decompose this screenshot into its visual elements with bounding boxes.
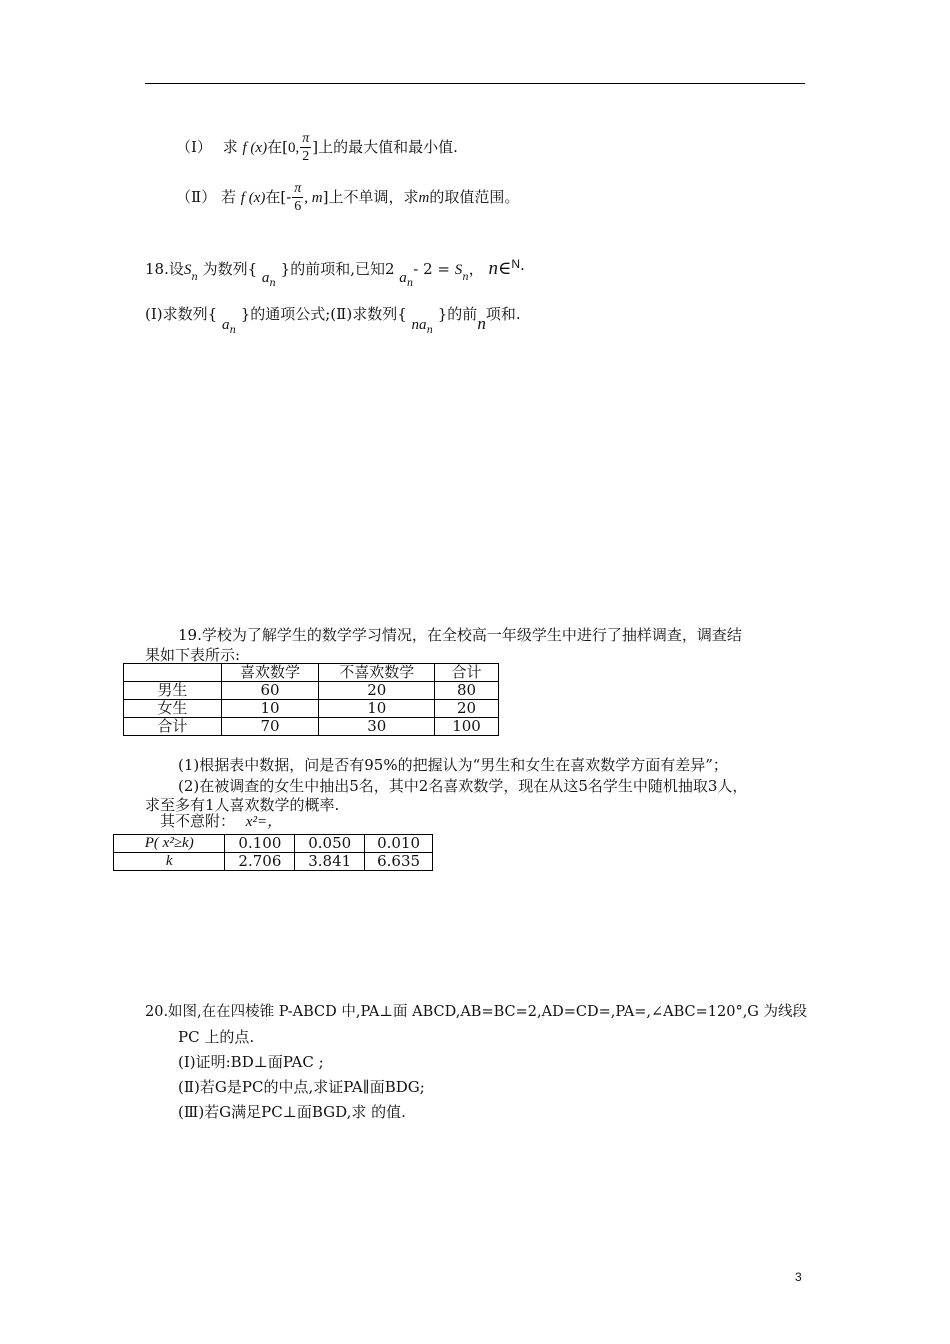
- table-cell: 70: [221, 718, 319, 736]
- table-cell: 30: [319, 718, 435, 736]
- table-cell: [124, 664, 222, 682]
- table-row: [124, 718, 499, 736]
- q19-question2-line2: 求至多有1人喜欢数学的概率.: [145, 796, 340, 814]
- table-cell: 0.010: [365, 835, 433, 853]
- q19-question1: (1)根据表中数据，问是否有95%的把握认为“男生和女生在喜欢数学方面有差异”；: [178, 756, 728, 774]
- table-cell: 20: [435, 700, 499, 718]
- table-row: [124, 700, 499, 718]
- table-cell: 20: [319, 682, 435, 700]
- q17-part2: （Ⅱ） 若 f (x)在[- $\frac{\pi}{6}$ , m]上不单调，求m的取值范围。: [176, 181, 520, 214]
- header-rule: [145, 83, 805, 84]
- survey-table: [123, 663, 499, 736]
- table-cell: 合计: [435, 664, 499, 682]
- table-cell: k: [114, 853, 225, 871]
- q18-line2: (Ⅰ)求数列{ $a_n$ }的通项公式;(Ⅱ)求数列{ $na_n$ }的前n项和.: [145, 305, 521, 336]
- pi-over-6-fraction: $\frac{\pi}{6}$: [294, 181, 302, 214]
- q20-line2: PC 上的点.: [178, 1028, 255, 1046]
- q20-line3: (Ⅰ)证明:BD⊥面PAC ;: [178, 1053, 324, 1071]
- table-cell: 不喜欢数学: [319, 664, 435, 682]
- table-cell: 60: [221, 682, 319, 700]
- table-row: [114, 835, 433, 853]
- pi-over-2-fraction: $\frac{\pi}{2}$: [302, 131, 310, 164]
- q18-line1: 18.设$S_n$ 为数列{ $a_n$ }的前项和,已知2 $a_n-$ $2 = S_n$， n∈$^N$·: [145, 257, 525, 289]
- critical-value-table: [113, 834, 433, 871]
- q19-intro-line2: 果如下表所示:: [145, 646, 241, 664]
- table-cell: 100: [435, 718, 499, 736]
- table-cell: 女生: [124, 700, 222, 718]
- table-cell: 10: [319, 700, 435, 718]
- table-row: [114, 853, 433, 871]
- q17-part1: （Ⅰ） 求 f (x)在[0, $\frac{\pi}{2}$ ]上的最大值和最小值.: [176, 131, 458, 164]
- table-cell: 0.100: [225, 835, 295, 853]
- q19-intro-line1: 19.学校为了解学生的数学学习情况，在全校高一年级学生中进行了抽样调查，调查结: [178, 626, 742, 644]
- table-cell: 喜欢数学: [221, 664, 319, 682]
- page-number: 3: [795, 1270, 802, 1284]
- table-cell: 10: [221, 700, 319, 718]
- table-cell: 合计: [124, 718, 222, 736]
- q20-line5: (Ⅲ)若G满足PC⊥面BGD,求 的值.: [178, 1103, 406, 1121]
- q20-line1: 20.如图,在在四棱锥 P-ABCD 中,PA⊥面 ABCD,AB=BC=2,AD=CD=,PA=,∠ABC=120°,G 为线段: [145, 1004, 808, 1020]
- table-cell: 0.050: [295, 835, 365, 853]
- table-cell: P( x²≥k): [114, 835, 225, 853]
- table-row: [124, 664, 499, 682]
- table-cell: 6.635: [365, 853, 433, 871]
- table-row: [124, 682, 499, 700]
- table-cell: 80: [435, 682, 499, 700]
- table-cell: 男生: [124, 682, 222, 700]
- q20-line4: (Ⅱ)若G是PC的中点,求证PA∥面BDG;: [178, 1078, 425, 1096]
- table-cell: 3.841: [295, 853, 365, 871]
- table-cell: 2.706: [225, 853, 295, 871]
- q19-appendix: 其不意附： x²=，: [160, 812, 283, 830]
- q19-question2-line1: (2)在被调查的女生中抽出5名，其中2名喜欢数学，现在从这5名学生中随机抽取3人，: [178, 777, 748, 795]
